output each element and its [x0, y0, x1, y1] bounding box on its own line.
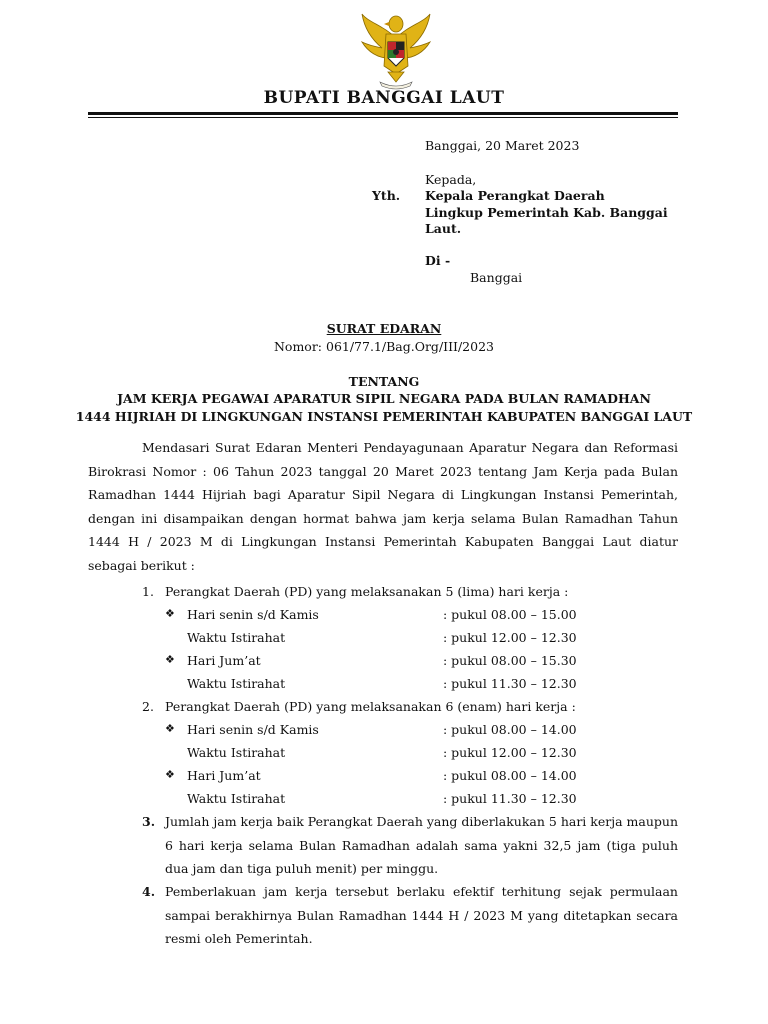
garuda-emblem-icon	[356, 8, 436, 90]
city-name: Banggai	[470, 270, 523, 285]
item-1-number: 1.	[142, 584, 154, 599]
tentang-label: TENTANG	[348, 374, 420, 389]
di-label: Di -	[425, 253, 451, 268]
place-date: Banggai, 20 Maret 2023	[425, 138, 580, 153]
subject-line-2: 1444 HIJRIAH DI LINGKUNGAN INSTANSI PEMERINTAH KABUPATEN BANGGAI LAUT	[75, 409, 693, 424]
schedule-label: Waktu Istirahat	[187, 630, 286, 645]
schedule-value: : pukul 12.00 – 12.30	[443, 630, 577, 645]
schedule-value: : pukul 12.00 – 12.30	[443, 745, 577, 760]
yth-label: Yth.	[372, 188, 401, 203]
subject-line-1: JAM KERJA PEGAWAI APARATUR SIPIL NEGARA PADA BULAN RAMADHAN	[117, 391, 651, 406]
schedule-value: : pukul 08.00 – 15.30	[443, 653, 577, 668]
schedule-label: Waktu Istirahat	[187, 791, 286, 806]
bullet-icon: ❖	[165, 768, 175, 781]
schedule-value: : pukul 08.00 – 14.00	[443, 722, 577, 737]
letterhead-title: BUPATI BANGGAI LAUT	[263, 88, 505, 108]
item-4-text: Pemberlakuan jam kerja tersebut berlaku efektif terhitung sejak permulaan sampai berakhirnya Bulan Ramadhan 1444 H / 2023 M yang ditetapkan secara resmi oleh Pemerintah.	[165, 884, 678, 946]
schedule-value: : pukul 08.00 – 15.00	[443, 607, 577, 622]
kepada-label: Kepada,	[425, 172, 477, 187]
schedule-value: : pukul 11.30 – 12.30	[443, 791, 577, 806]
schedule-label: Hari senin s/d Kamis	[187, 722, 319, 737]
intro-paragraph: Mendasari Surat Edaran Menteri Pendayagunaan Aparatur Negara dan Reformasi Birokrasi Nomor : 06 Tahun 2023 tanggal 20 Maret 2023 tentang Jam Kerja pada Bulan Ramadhan 1444 Hijriah bagi Aparatur Sipil Negara di Lingkungan Instansi Pemerintah, dengan ini disampaikan dengan hormat bahwa jam kerja selama Bulan Ramadhan Tahun 1444 H / 2023 M di Lingkungan Instansi Pemerintah Kabupaten Banggai Laut diatur sebagai berikut :	[88, 440, 678, 573]
recipient-line-3: Laut.	[425, 221, 462, 236]
bullet-icon: ❖	[165, 607, 175, 620]
item-3-number: 3.	[142, 814, 156, 829]
schedule-label: Hari senin s/d Kamis	[187, 607, 319, 622]
doc-type: SURAT EDARAN	[326, 321, 442, 336]
schedule-label: Hari Jum’at	[187, 653, 261, 668]
item-2-text: Perangkat Daerah (PD) yang melaksanakan 6 (enam) hari kerja :	[165, 699, 576, 714]
doc-number: Nomor: 061/77.1/Bag.Org/III/2023	[273, 339, 494, 354]
item-3-text: Jumlah jam kerja baik Perangkat Daerah yang diberlakukan 5 hari kerja maupun 6 hari kerja selama Bulan Ramadhan adalah sama yakni 32,5 jam (tiga puluh dua jam dan tiga puluh menit) per minggu.	[165, 814, 678, 876]
schedule-value: : pukul 08.00 – 14.00	[443, 768, 577, 783]
letterhead-rule	[88, 112, 678, 115]
recipient-line-2: Lingkup Pemerintah Kab. Banggai	[425, 205, 668, 220]
schedule-label: Hari Jum’at	[187, 768, 261, 783]
item-4-number: 4.	[142, 884, 156, 899]
schedule-label: Waktu Istirahat	[187, 676, 286, 691]
bullet-icon: ❖	[165, 722, 175, 735]
bullet-icon: ❖	[165, 653, 175, 666]
item-2-number: 2.	[142, 699, 154, 714]
recipient-line-1: Kepala Perangkat Daerah	[425, 188, 605, 203]
schedule-value: : pukul 11.30 – 12.30	[443, 676, 577, 691]
item-1-text: Perangkat Daerah (PD) yang melaksanakan 5 (lima) hari kerja :	[165, 584, 569, 599]
schedule-label: Waktu Istirahat	[187, 745, 286, 760]
letterhead-rule-thin	[88, 117, 678, 118]
